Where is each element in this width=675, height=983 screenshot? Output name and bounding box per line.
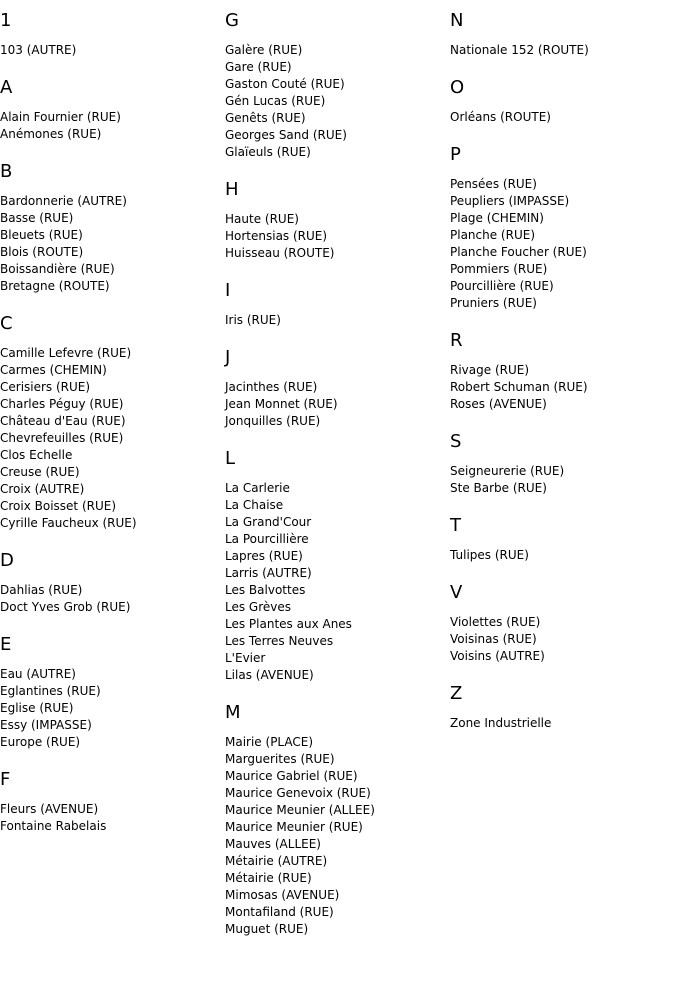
street-entry[interactable]: Rivage (RUE): [450, 363, 530, 377]
section-letter-heading: N: [450, 10, 464, 31]
street-entry[interactable]: Robert Schuman (RUE): [450, 380, 588, 394]
letter-section: [450, 330, 670, 413]
street-entry[interactable]: Seigneurerie (RUE): [450, 464, 565, 478]
street-list: [0, 193, 220, 295]
section-letter-heading: V: [450, 582, 463, 603]
street-entry[interactable]: Roses (AVENUE): [450, 397, 547, 411]
street-entry[interactable]: Lapres (RUE): [225, 549, 303, 563]
section-letter-heading: O: [450, 77, 465, 98]
street-entry[interactable]: Plage (CHEMIN): [450, 211, 544, 225]
street-entry[interactable]: Pommiers (RUE): [450, 262, 548, 276]
section-letter-heading: A: [0, 77, 13, 98]
street-entry[interactable]: La Carlerie: [225, 481, 290, 495]
street-list: [0, 109, 220, 143]
street-entry[interactable]: Eglise (RUE): [0, 701, 74, 715]
street-list: [225, 734, 445, 938]
street-entry[interactable]: Galère (RUE): [225, 43, 303, 57]
street-entry[interactable]: Château d'Eau (RUE): [0, 414, 126, 428]
street-entry[interactable]: Bleuets (RUE): [0, 228, 83, 242]
street-entry[interactable]: Pensées (RUE): [450, 177, 537, 191]
street-entry[interactable]: Maurice Gabriel (RUE): [225, 769, 358, 783]
street-index-column-1: [0, 10, 220, 853]
letter-section: [0, 10, 220, 59]
street-entry[interactable]: Maurice Meunier (RUE): [225, 820, 363, 834]
street-entry[interactable]: Genêts (RUE): [225, 111, 306, 125]
section-letter-heading: 1: [0, 10, 12, 31]
street-list: [450, 42, 670, 59]
street-entry[interactable]: Orléans (ROUTE): [450, 110, 551, 124]
street-entry[interactable]: Larris (AUTRE): [225, 566, 312, 580]
street-entry[interactable]: Europe (RUE): [0, 735, 81, 749]
street-entry[interactable]: Planche Foucher (RUE): [450, 245, 587, 259]
street-entry[interactable]: La Pourcillière: [225, 532, 309, 546]
street-list: [0, 801, 220, 835]
street-entry[interactable]: Boissandière (RUE): [0, 262, 115, 276]
street-entry[interactable]: Les Plantes aux Anes: [225, 617, 352, 631]
section-letter-heading: B: [0, 161, 13, 182]
street-entry[interactable]: Blois (ROUTE): [0, 245, 84, 259]
section-letter-heading: J: [225, 347, 231, 368]
street-entry[interactable]: Bretagne (ROUTE): [0, 279, 110, 293]
section-letter-heading: S: [450, 431, 462, 452]
street-entry[interactable]: La Grand'Cour: [225, 515, 312, 529]
street-entry[interactable]: Lilas (AVENUE): [225, 668, 314, 682]
street-entry[interactable]: Jonquilles (RUE): [225, 414, 321, 428]
letter-section: [450, 77, 670, 126]
street-list: [225, 312, 445, 329]
letter-section: [0, 769, 220, 835]
letter-section: [225, 179, 445, 262]
section-letter-heading: F: [0, 769, 11, 790]
street-entry[interactable]: Peupliers (IMPASSE): [450, 194, 570, 208]
street-list: [450, 715, 670, 732]
street-entry[interactable]: Montafiland (RUE): [225, 905, 334, 919]
street-entry[interactable]: Jacinthes (RUE): [225, 380, 318, 394]
street-entry[interactable]: Zone Industrielle: [450, 716, 552, 730]
street-list: [225, 379, 445, 430]
letter-section: [225, 10, 445, 161]
street-list: [225, 480, 445, 684]
street-entry[interactable]: Cerisiers (RUE): [0, 380, 91, 394]
letter-section: [450, 582, 670, 665]
letter-section: [0, 550, 220, 616]
street-list: [450, 614, 670, 665]
street-entry[interactable]: Chevrefeuilles (RUE): [0, 431, 124, 445]
street-entry[interactable]: Hortensias (RUE): [225, 229, 328, 243]
street-entry[interactable]: Essy (IMPASSE): [0, 718, 92, 732]
street-entry[interactable]: La Chaise: [225, 498, 284, 512]
street-entry[interactable]: Planche (RUE): [450, 228, 535, 242]
street-entry[interactable]: Muguet (RUE): [225, 922, 309, 936]
street-list: [450, 362, 670, 413]
street-list: [0, 345, 220, 532]
letter-section: [225, 280, 445, 329]
street-entry[interactable]: Basse (RUE): [0, 211, 74, 225]
street-list: [0, 42, 220, 59]
letter-section: [225, 702, 445, 938]
section-letter-heading: C: [0, 313, 13, 334]
letter-section: [0, 161, 220, 295]
street-list: [450, 109, 670, 126]
letter-section: [0, 634, 220, 751]
letter-section: [0, 77, 220, 143]
letter-section: [450, 10, 670, 59]
street-entry[interactable]: Nationale 152 (ROUTE): [450, 43, 589, 57]
street-entry[interactable]: Marguerites (RUE): [225, 752, 335, 766]
street-entry[interactable]: Les Terres Neuves: [225, 634, 334, 648]
street-list: [225, 211, 445, 262]
street-entry[interactable]: Violettes (RUE): [450, 615, 541, 629]
street-entry[interactable]: Les Grèves: [225, 600, 292, 614]
street-entry[interactable]: Charles Péguy (RUE): [0, 397, 124, 411]
street-entry[interactable]: Creuse (RUE): [0, 465, 80, 479]
street-entry[interactable]: Maurice Genevoix (RUE): [225, 786, 371, 800]
street-entry[interactable]: Carmes (CHEMIN): [0, 363, 107, 377]
street-entry[interactable]: Maurice Meunier (ALLEE): [225, 803, 375, 817]
letter-section: [0, 313, 220, 532]
street-entry[interactable]: Clos Echelle: [0, 448, 73, 462]
street-entry[interactable]: Gaston Couté (RUE): [225, 77, 345, 91]
letter-section: [450, 144, 670, 312]
street-entry[interactable]: Huisseau (ROUTE): [225, 246, 335, 260]
section-letter-heading: I: [225, 280, 231, 301]
street-entry[interactable]: Alain Fournier (RUE): [0, 110, 121, 124]
street-index-column-3: [450, 10, 670, 750]
section-letter-heading: Z: [450, 683, 463, 704]
street-entry[interactable]: Tulipes (RUE): [450, 548, 529, 562]
street-entry[interactable]: Glaïeuls (RUE): [225, 145, 311, 159]
street-entry[interactable]: Doct Yves Grob (RUE): [0, 600, 131, 614]
street-entry[interactable]: Mairie (PLACE): [225, 735, 314, 749]
street-entry[interactable]: Pourcillière (RUE): [450, 279, 554, 293]
street-entry[interactable]: Mimosas (AVENUE): [225, 888, 340, 902]
street-entry[interactable]: Eau (AUTRE): [0, 667, 76, 681]
street-index-column-2: [225, 10, 445, 956]
street-entry[interactable]: Iris (RUE): [225, 313, 281, 327]
street-entry[interactable]: Les Balvottes: [225, 583, 306, 597]
section-letter-heading: T: [450, 515, 461, 536]
street-entry[interactable]: L'Evier: [225, 651, 266, 665]
street-entry[interactable]: Eglantines (RUE): [0, 684, 101, 698]
letter-section: [450, 515, 670, 564]
street-entry[interactable]: Georges Sand (RUE): [225, 128, 347, 142]
section-letter-heading: H: [225, 179, 239, 200]
section-letter-heading: G: [225, 10, 239, 31]
street-entry[interactable]: Jean Monnet (RUE): [225, 397, 338, 411]
street-entry[interactable]: Métairie (RUE): [225, 871, 312, 885]
street-list: [0, 582, 220, 616]
street-list: [450, 176, 670, 312]
letter-section: [225, 347, 445, 430]
section-letter-heading: D: [0, 550, 14, 571]
letter-section: [450, 683, 670, 732]
street-list: [450, 547, 670, 564]
street-entry[interactable]: Cyrille Faucheux (RUE): [0, 516, 137, 530]
street-entry[interactable]: Voisinas (RUE): [450, 632, 537, 646]
letter-section: [450, 431, 670, 497]
street-entry[interactable]: Fleurs (AVENUE): [0, 802, 99, 816]
section-letter-heading: E: [0, 634, 12, 655]
street-entry[interactable]: Dahlias (RUE): [0, 583, 83, 597]
street-entry[interactable]: Bardonnerie (AUTRE): [0, 194, 127, 208]
street-list: [0, 666, 220, 751]
section-letter-heading: R: [450, 330, 463, 351]
section-letter-heading: P: [450, 144, 461, 165]
street-entry[interactable]: Mauves (ALLEE): [225, 837, 321, 851]
street-entry[interactable]: Croix Boisset (RUE): [0, 499, 117, 513]
street-entry[interactable]: Fontaine Rabelais: [0, 819, 107, 833]
street-entry[interactable]: Ste Barbe (RUE): [450, 481, 547, 495]
section-letter-heading: M: [225, 702, 241, 723]
street-entry[interactable]: Haute (RUE): [225, 212, 299, 226]
street-entry[interactable]: Camille Lefevre (RUE): [0, 346, 132, 360]
street-entry[interactable]: Gare (RUE): [225, 60, 292, 74]
street-entry[interactable]: Anémones (RUE): [0, 127, 102, 141]
street-entry[interactable]: Gén Lucas (RUE): [225, 94, 326, 108]
letter-section: [225, 448, 445, 684]
section-letter-heading: L: [225, 448, 236, 469]
street-list: [450, 463, 670, 497]
street-entry[interactable]: Croix (AUTRE): [0, 482, 85, 496]
street-list: [225, 42, 445, 161]
street-entry[interactable]: Voisins (AUTRE): [450, 649, 545, 663]
street-entry[interactable]: Pruniers (RUE): [450, 296, 537, 310]
street-entry[interactable]: Métairie (AUTRE): [225, 854, 328, 868]
street-entry[interactable]: 103 (AUTRE): [0, 43, 77, 57]
